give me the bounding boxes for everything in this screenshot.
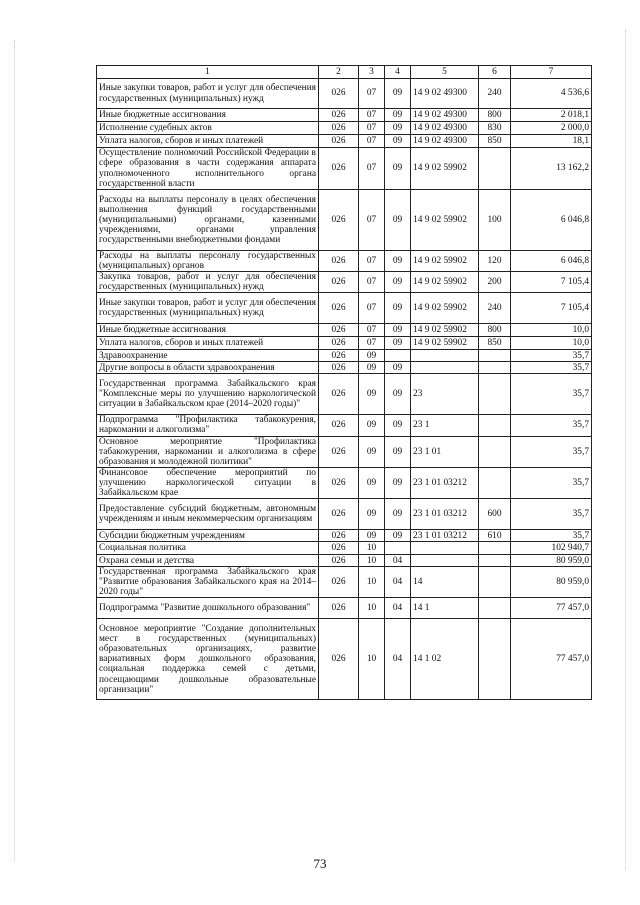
cell-name: Охрана семьи и детства (97, 555, 319, 567)
cell-name: Исполнение судебных актов (97, 122, 319, 135)
cell-section: 10 (359, 619, 385, 700)
cell-target-article: 14 9 02 59902 (411, 293, 479, 324)
table-row (97, 530, 592, 542)
cell-subsection: 09 (385, 499, 411, 530)
cell-amount: 4 536,6 (511, 79, 592, 109)
cell-expense-type (479, 598, 511, 619)
cell-subsection: 09 (385, 272, 411, 293)
cell-section: 10 (359, 598, 385, 619)
cell-name: Основное мероприятие "Профилактика табакокурения, наркомании и алкоголизма в сфере образования и молодежной политики" (97, 436, 319, 467)
cell-expense-type (479, 415, 511, 436)
cell-target-article: 14 9 02 59902 (411, 272, 479, 293)
cell-expense-type (479, 619, 511, 700)
cell-target-article: 14 9 02 49300 (411, 109, 479, 122)
cell-amount: 13 162,2 (511, 148, 592, 190)
cell-target-article: 14 9 02 49300 (411, 122, 479, 135)
cell-target-article (411, 362, 479, 374)
cell-expense-type (479, 542, 511, 555)
cell-section: 07 (359, 324, 385, 337)
cell-expense-type: 200 (479, 272, 511, 293)
cell-name: Уплата налогов, сборов и иных платежей (97, 135, 319, 148)
cell-section: 07 (359, 109, 385, 122)
cell-amount: 10,0 (511, 324, 592, 337)
cell-target-article: 14 9 02 59902 (411, 337, 479, 350)
cell-amount: 2 018,1 (511, 109, 592, 122)
cell-subsection: 09 (385, 148, 411, 190)
cell-subsection (385, 542, 411, 555)
cell-expense-type (479, 467, 511, 498)
cell-ministry-code: 026 (319, 272, 359, 293)
cell-name: Субсидии бюджетным учреждениям (97, 530, 319, 542)
cell-amount: 35,7 (511, 374, 592, 415)
cell-name: Иные бюджетные ассигнования (97, 109, 319, 122)
cell-target-article: 23 1 01 03212 (411, 499, 479, 530)
cell-subsection: 04 (385, 619, 411, 700)
cell-name: Подпрограмма "Развитие дошкольного образования" (97, 598, 319, 619)
table-row (97, 79, 592, 109)
cell-ministry-code: 026 (319, 148, 359, 190)
cell-amount: 77 457,0 (511, 619, 592, 700)
cell-amount: 6 046,8 (511, 251, 592, 272)
cell-target-article (411, 555, 479, 567)
cell-section: 09 (359, 415, 385, 436)
table-row (97, 122, 592, 135)
cell-expense-type: 100 (479, 190, 511, 251)
cell-target-article (411, 350, 479, 362)
cell-ministry-code: 026 (319, 324, 359, 337)
cell-amount: 18,1 (511, 135, 592, 148)
cell-target-article: 14 9 02 59902 (411, 190, 479, 251)
cell-ministry-code: 026 (319, 374, 359, 415)
table-row (97, 350, 592, 362)
cell-ministry-code: 026 (319, 467, 359, 498)
cell-name: Осуществление полномочий Российской Федерации в сфере образования в части содержания аппарата уполномоченного исполнительного органа государственной власти (97, 148, 319, 190)
cell-ministry-code: 026 (319, 555, 359, 567)
table-row (97, 374, 592, 415)
table-body (97, 79, 592, 700)
cell-expense-type (479, 555, 511, 567)
cell-section: 07 (359, 122, 385, 135)
cell-ministry-code: 026 (319, 109, 359, 122)
cell-amount: 6 046,8 (511, 190, 592, 251)
cell-name: Иные бюджетные ассигнования (97, 324, 319, 337)
cell-ministry-code: 026 (319, 190, 359, 251)
cell-expense-type (479, 362, 511, 374)
cell-subsection: 09 (385, 374, 411, 415)
cell-amount: 80 959,0 (511, 567, 592, 598)
cell-name: Другие вопросы в области здравоохранения (97, 362, 319, 374)
cell-expense-type: 800 (479, 324, 511, 337)
cell-name: Социальная политика (97, 542, 319, 555)
cell-name: Подпрограмма "Профилактика табакокурения, наркомании и алкоголизма" (97, 415, 319, 436)
cell-target-article: 14 9 02 59902 (411, 324, 479, 337)
cell-ministry-code: 026 (319, 436, 359, 467)
cell-ministry-code: 026 (319, 619, 359, 700)
cell-subsection: 09 (385, 251, 411, 272)
cell-subsection: 09 (385, 467, 411, 498)
cell-ministry-code: 026 (319, 362, 359, 374)
cell-expense-type (479, 436, 511, 467)
cell-section: 10 (359, 567, 385, 598)
cell-amount: 35,7 (511, 350, 592, 362)
cell-name: Расходы на выплаты персоналу в целях обеспечения выполнения функций государственными (муниципальными) органами, казенными учреждениями, органами управления государственными внебюджетными фондами (97, 190, 319, 251)
cell-ministry-code: 026 (319, 415, 359, 436)
cell-name: Основное мероприятие "Создание дополнительных мест в государственных (муниципальных) образовательных организациях, развитие вариативных форм дошкольного образования, социальная поддержка семей с детьми, посещающими дошкольные образовательные организации" (97, 619, 319, 700)
budget-table (96, 65, 592, 700)
table-row (97, 415, 592, 436)
cell-ministry-code: 026 (319, 135, 359, 148)
cell-target-article: 23 1 01 (411, 436, 479, 467)
cell-name: Финансовое обеспечение мероприятий по улучшению наркологической ситуации в Забайкальском крае (97, 467, 319, 498)
cell-expense-type: 830 (479, 122, 511, 135)
cell-amount: 7 105,4 (511, 272, 592, 293)
cell-ministry-code: 026 (319, 251, 359, 272)
cell-subsection: 04 (385, 555, 411, 567)
cell-subsection: 09 (385, 436, 411, 467)
cell-expense-type: 120 (479, 251, 511, 272)
cell-subsection (385, 350, 411, 362)
table-row (97, 555, 592, 567)
table-row (97, 467, 592, 498)
cell-target-article: 23 1 (411, 415, 479, 436)
table-row (97, 190, 592, 251)
cell-section: 09 (359, 436, 385, 467)
cell-subsection: 09 (385, 122, 411, 135)
header-col-6: 6 (479, 66, 511, 79)
cell-expense-type: 850 (479, 135, 511, 148)
cell-subsection: 04 (385, 567, 411, 598)
cell-name: Здравоохранение (97, 350, 319, 362)
cell-section: 09 (359, 499, 385, 530)
cell-target-article: 23 (411, 374, 479, 415)
cell-target-article (411, 542, 479, 555)
cell-subsection: 09 (385, 293, 411, 324)
cell-name: Государственная программа Забайкальского края "Развитие образования Забайкальского края на 2014–2020 годы" (97, 567, 319, 598)
cell-ministry-code: 026 (319, 499, 359, 530)
table-row (97, 109, 592, 122)
cell-amount: 35,7 (511, 436, 592, 467)
cell-amount: 2 000,0 (511, 122, 592, 135)
cell-amount: 10,0 (511, 337, 592, 350)
cell-amount: 80 959,0 (511, 555, 592, 567)
table-row (97, 362, 592, 374)
table-row (97, 542, 592, 555)
cell-name: Расходы на выплаты персоналу государственных (муниципальных) органов (97, 251, 319, 272)
cell-target-article: 14 1 02 (411, 619, 479, 700)
cell-section: 09 (359, 467, 385, 498)
cell-target-article: 23 1 01 03212 (411, 530, 479, 542)
cell-ministry-code: 026 (319, 293, 359, 324)
page-right-edge (625, 30, 626, 870)
cell-amount: 35,7 (511, 362, 592, 374)
table-row (97, 598, 592, 619)
table-row (97, 337, 592, 350)
cell-name: Предоставление субсидий бюджетным, автономным учреждениям и иным некоммерческим организациям (97, 499, 319, 530)
table-row (97, 619, 592, 700)
cell-section: 09 (359, 530, 385, 542)
cell-section: 07 (359, 337, 385, 350)
table-header-row (97, 66, 592, 79)
header-col-3: 3 (359, 66, 385, 79)
cell-ministry-code: 026 (319, 530, 359, 542)
header-col-4: 4 (385, 66, 411, 79)
cell-expense-type: 610 (479, 530, 511, 542)
cell-expense-type: 800 (479, 109, 511, 122)
cell-section: 07 (359, 251, 385, 272)
table-row (97, 251, 592, 272)
cell-subsection: 09 (385, 135, 411, 148)
cell-section: 07 (359, 293, 385, 324)
cell-target-article: 14 1 (411, 598, 479, 619)
cell-name: Уплата налогов, сборов и иных платежей (97, 337, 319, 350)
cell-target-article: 14 9 02 49300 (411, 135, 479, 148)
cell-expense-type: 240 (479, 79, 511, 109)
cell-section: 09 (359, 374, 385, 415)
cell-expense-type: 240 (479, 293, 511, 324)
cell-amount: 35,7 (511, 415, 592, 436)
cell-subsection: 09 (385, 109, 411, 122)
cell-name: Закупка товаров, работ и услуг для обеспечения государственных (муниципальных) нужд (97, 272, 319, 293)
cell-section: 07 (359, 190, 385, 251)
header-col-2: 2 (319, 66, 359, 79)
cell-target-article: 14 (411, 567, 479, 598)
cell-subsection: 09 (385, 337, 411, 350)
cell-subsection: 09 (385, 324, 411, 337)
cell-target-article: 14 9 02 59902 (411, 148, 479, 190)
cell-ministry-code: 026 (319, 79, 359, 109)
cell-target-article: 14 9 02 49300 (411, 79, 479, 109)
cell-section: 10 (359, 542, 385, 555)
cell-ministry-code: 026 (319, 337, 359, 350)
table-row (97, 499, 592, 530)
cell-name: Иные закупки товаров, работ и услуг для обеспечения государственных (муниципальных) нужд (97, 293, 319, 324)
cell-section: 09 (359, 362, 385, 374)
cell-amount: 7 105,4 (511, 293, 592, 324)
cell-expense-type (479, 350, 511, 362)
header-col-7: 7 (511, 66, 592, 79)
cell-section: 07 (359, 148, 385, 190)
cell-subsection: 09 (385, 362, 411, 374)
cell-subsection: 09 (385, 415, 411, 436)
cell-expense-type (479, 148, 511, 190)
cell-name: Государственная программа Забайкальского края "Комплексные меры по улучшению наркологической ситуации в Забайкальском крае (2014–2020 годы)" (97, 374, 319, 415)
cell-amount: 102 940,7 (511, 542, 592, 555)
cell-expense-type (479, 567, 511, 598)
table-row (97, 436, 592, 467)
page-number: 73 (313, 856, 327, 871)
cell-amount: 35,7 (511, 467, 592, 498)
cell-expense-type: 850 (479, 337, 511, 350)
cell-ministry-code: 026 (319, 350, 359, 362)
cell-subsection: 04 (385, 598, 411, 619)
cell-amount: 35,7 (511, 499, 592, 530)
cell-ministry-code: 026 (319, 122, 359, 135)
table-row (97, 135, 592, 148)
cell-section: 07 (359, 79, 385, 109)
cell-ministry-code: 026 (319, 598, 359, 619)
cell-target-article: 14 9 02 59902 (411, 251, 479, 272)
cell-amount: 77 457,0 (511, 598, 592, 619)
cell-target-article: 23 1 01 03212 (411, 467, 479, 498)
cell-section: 09 (359, 350, 385, 362)
cell-subsection: 09 (385, 190, 411, 251)
table-row (97, 293, 592, 324)
cell-expense-type: 600 (479, 499, 511, 530)
table-row (97, 148, 592, 190)
page-left-edge (14, 40, 15, 860)
cell-section: 07 (359, 135, 385, 148)
cell-section: 07 (359, 272, 385, 293)
cell-name: Иные закупки товаров, работ и услуг для обеспечения государственных (муниципальных) нужд (97, 79, 319, 109)
cell-subsection: 09 (385, 530, 411, 542)
cell-section: 10 (359, 555, 385, 567)
cell-amount: 35,7 (511, 530, 592, 542)
table-row (97, 567, 592, 598)
header-col-5: 5 (411, 66, 479, 79)
cell-subsection: 09 (385, 79, 411, 109)
cell-ministry-code: 026 (319, 542, 359, 555)
table-row (97, 272, 592, 293)
cell-ministry-code: 026 (319, 567, 359, 598)
header-col-1: 1 (97, 66, 319, 79)
cell-expense-type (479, 374, 511, 415)
table-row (97, 324, 592, 337)
